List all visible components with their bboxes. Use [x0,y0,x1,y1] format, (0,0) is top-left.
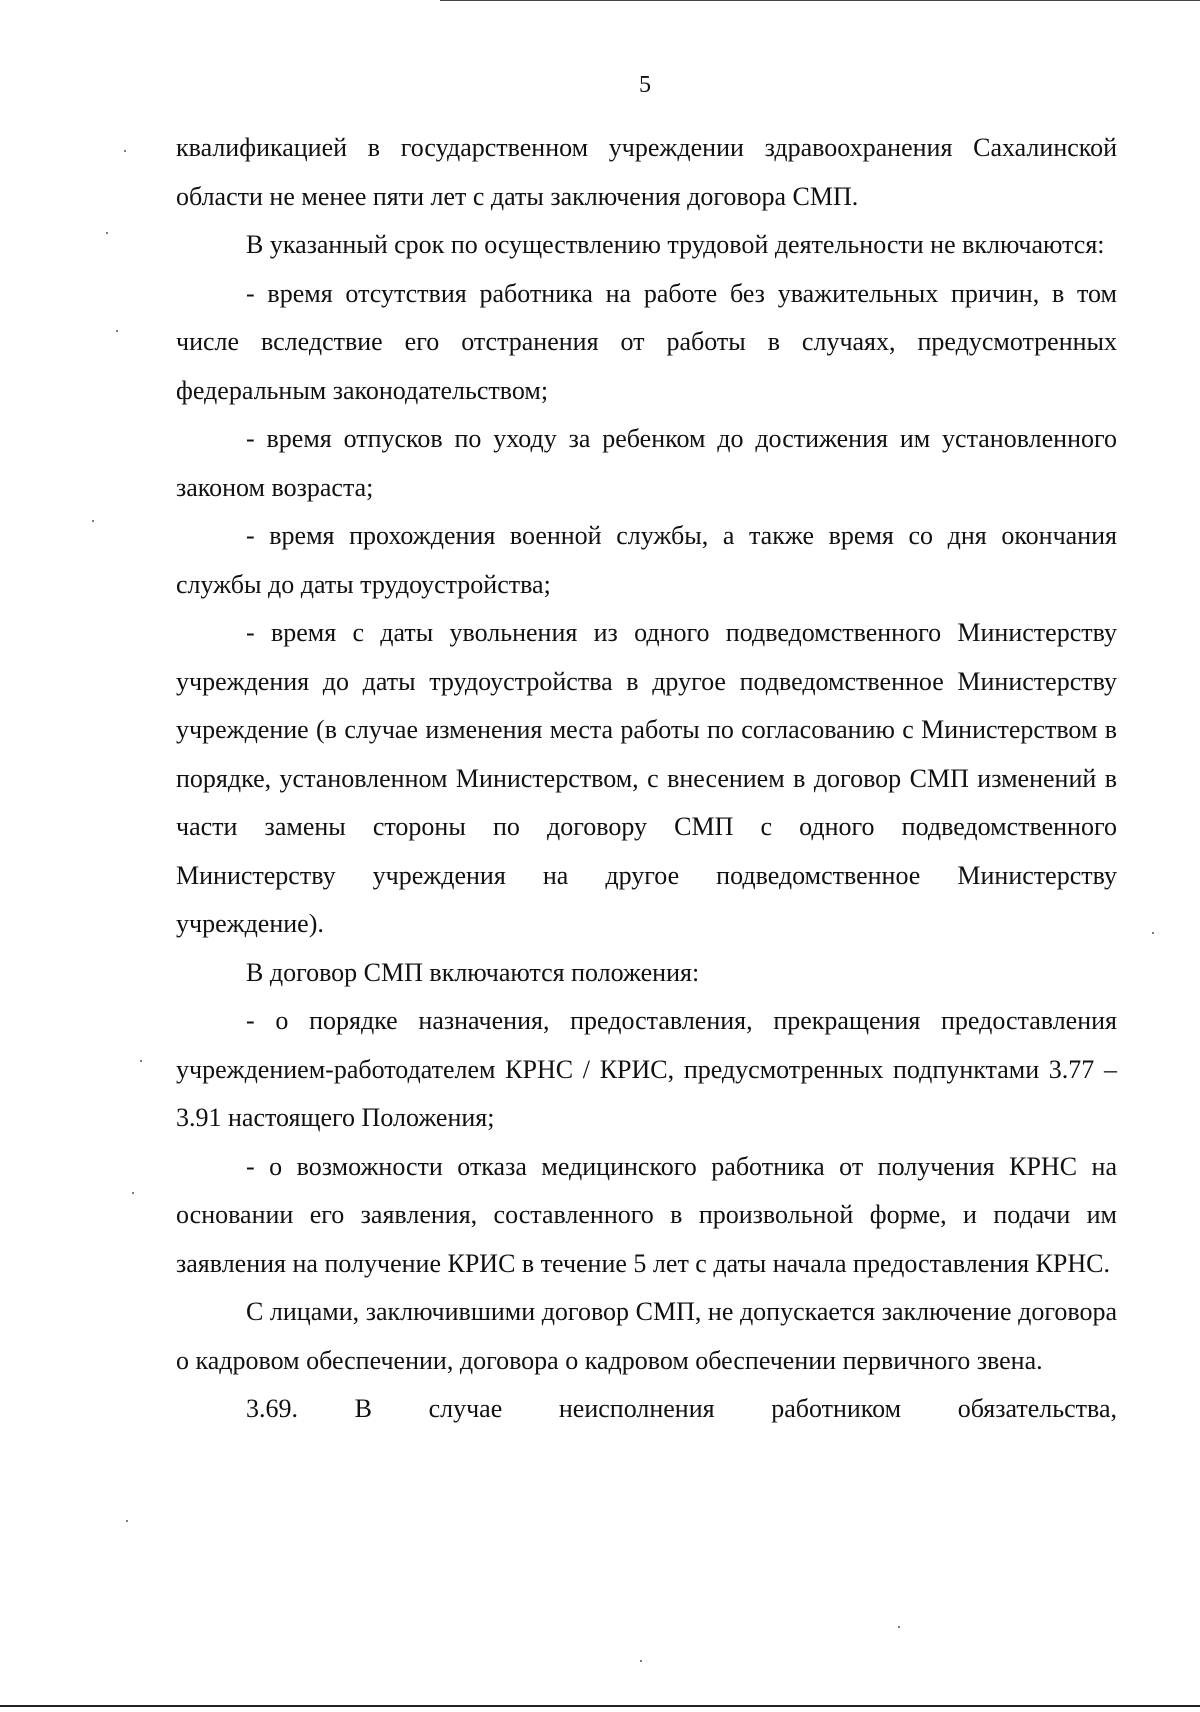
paragraph-excluded-item-2: - время отпусков по уходу за ребенком до достижения им установленного законом возраста; [176,424,1117,502]
paragraph-excluded-intro: В указанный срок по осуществлению трудовой деятельности не включаются: [246,230,1105,259]
paragraph-provision-1: - о порядке назначения, предоставления, прекращения предоставления учреждением-работодателем КРНС / КРИС, предусмотренных подпунктами 3.77 – 3.91 настоящего Положения; [176,1006,1117,1132]
paragraph-excluded-item-1: - время отсутствия работника на работе без уважительных причин, в том числе вследствие его отстранения от работы в случаях, предусмотренных федеральным законодательством; [176,278,1117,405]
document-body [176,124,1117,1434]
scan-edge-top [440,0,1200,1]
paragraph-provisions-intro: В договор СМП включаются положения: [246,957,700,987]
paragraph-continuation: квалификацией в государственном учреждении здравоохранения Сахалинской области не менее пяти лет с даты заключения договора СМП. [176,133,1117,211]
scan-speck [1152,932,1154,934]
scan-speck [140,1060,142,1062]
scan-speck [116,330,118,332]
paragraph-provision-2: - о возможности отказа медицинского работника от получения КРНС на основании его заявления, составленного в произвольной форме, и подачи им заявления на получение КРИС в течение 5 лет с даты начала предоставления КРНС. [176,1151,1117,1278]
scan-edge-bottom [0,1705,1200,1707]
scan-speck [106,232,108,234]
scan-speck [640,1660,642,1662]
paragraph-restriction: С лицами, заключившими договор СМП, не допускается заключение договора о кадровом обеспечении, договора о кадровом обеспечении первичного звена. [176,1297,1117,1375]
paragraph-clause-3-69: 3.69. В случае неисполнения работником обязательства, [246,1394,1117,1423]
scan-speck [898,1626,900,1628]
scan-speck [126,1520,128,1522]
paragraph-excluded-item-3: - время прохождения военной службы, а также время со дня окончания службы до даты трудоустройства; [176,521,1117,599]
page-number: 5 [639,72,651,98]
scan-speck [92,520,94,522]
scan-speck [124,150,126,152]
scan-speck [132,1192,134,1194]
paragraph-excluded-item-4: - время с даты увольнения из одного подведомственного Министерству учреждения до даты трудоустройства в другое подведомственное Министерству учреждение (в случае изменения места работы по согласованию с Министерством в порядке, установленном Министерством, с внесением в договор СМП изменений в части замены стороны по договору СМП с одного подведомственного Министерству учреждения на другое подведомственное Министерству учреждение). [176,618,1117,938]
